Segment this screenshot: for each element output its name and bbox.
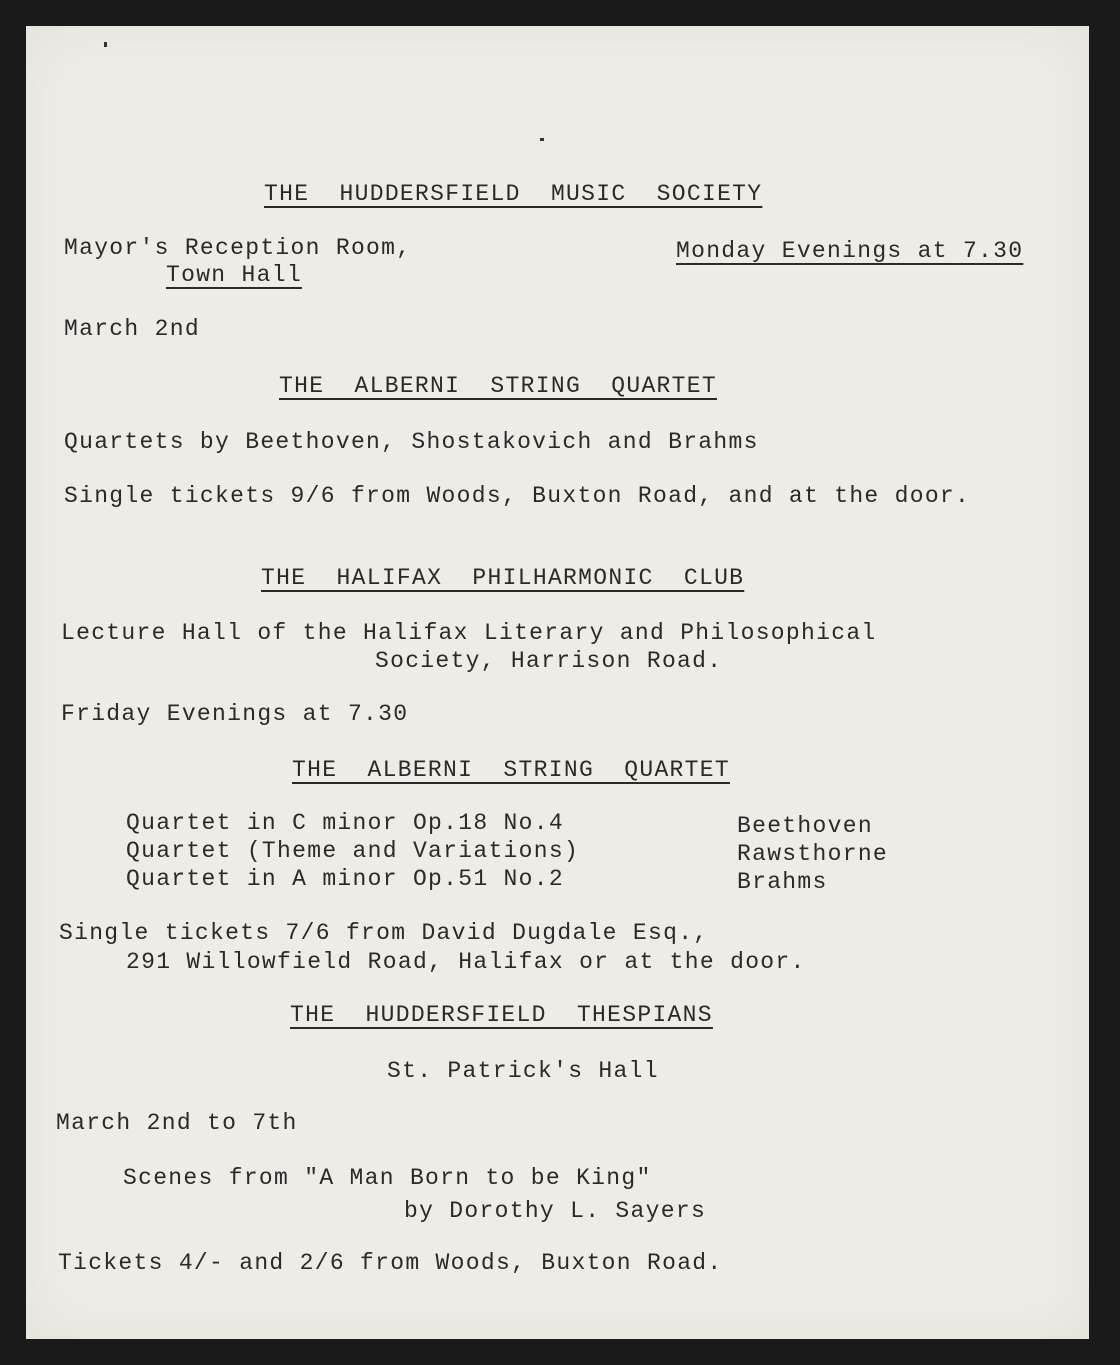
production-title: Scenes from "A Man Born to be King" <box>123 1165 652 1191</box>
venue-line: St. Patrick's Hall <box>387 1058 659 1084</box>
tickets-text: 291 Willowfield Road, Halifax or at the door. <box>126 949 806 975</box>
programme-composer: Rawsthorne <box>737 841 889 867</box>
programme-text: Quartets by Beethoven, Shostakovich and Brahms <box>64 429 759 455</box>
tickets-text: Tickets 4/- and 2/6 from Woods, Buxton Road. <box>58 1250 723 1276</box>
performer-heading: THE ALBERNI STRING QUARTET <box>279 373 717 399</box>
performer-heading: THE ALBERNI STRING QUARTET <box>292 757 730 783</box>
thespians-heading: THE HUDDERSFIELD THESPIANS <box>290 1002 713 1028</box>
venue-line: Mayor's Reception Room, <box>64 235 412 261</box>
venue-line: Lecture Hall of the Halifax Literary and Philosophical <box>61 620 877 646</box>
venue-line: Society, Harrison Road. <box>375 648 723 674</box>
programme-work: Quartet (Theme and Variations) <box>126 838 580 864</box>
programme-work: Quartet in C minor Op.18 No.4 <box>126 810 564 836</box>
schedule-text: Monday Evenings at 7.30 <box>676 238 1024 264</box>
schedule-text: Friday Evenings at 7.30 <box>61 701 409 727</box>
programme-composer: Beethoven <box>737 813 873 839</box>
venue-line: Town Hall <box>166 262 302 288</box>
production-author: by Dorothy L. Sayers <box>404 1198 707 1224</box>
club-heading: THE HALIFAX PHILHARMONIC CLUB <box>261 565 745 591</box>
programme-work: Quartet in A minor Op.51 No.2 <box>126 866 564 892</box>
paper-sheet <box>26 26 1089 1339</box>
event-dates: March 2nd to 7th <box>56 1110 298 1136</box>
tickets-text: Single tickets 9/6 from Woods, Buxton Road, and at the door. <box>64 483 971 509</box>
programme-composer: Brahms <box>737 869 828 895</box>
event-date: March 2nd <box>64 316 200 342</box>
tickets-text: Single tickets 7/6 from David Dugdale Esq., <box>59 920 709 946</box>
ink-speck <box>540 138 544 141</box>
society-heading: THE HUDDERSFIELD MUSIC SOCIETY <box>264 181 763 207</box>
ink-speck <box>104 42 107 47</box>
